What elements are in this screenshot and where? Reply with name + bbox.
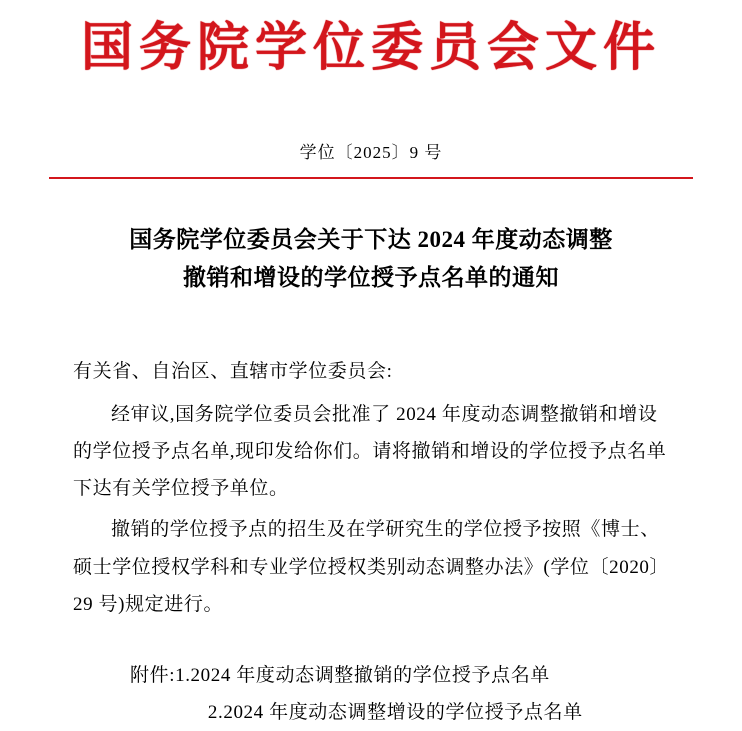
- salutation: 有关省、自治区、直辖市学位委员会:: [73, 361, 393, 383]
- attachment-list: [73, 657, 669, 731]
- attachment-item-2: 2.2024 年度动态调整增设的学位授予点名单: [207, 701, 583, 723]
- document-title: [91, 221, 651, 297]
- attachment-label: 附件:: [130, 664, 176, 686]
- attachment-item-1: 1.2024 年度动态调整撤销的学位授予点名单: [175, 664, 550, 686]
- document-number: 学位〔2025〕9 号: [299, 143, 443, 163]
- attachment-line-1: [73, 657, 669, 694]
- red-divider-rule: [49, 177, 693, 179]
- body-paragraph-2: 撤销的学位授予点的招生及在学研究生的学位授予按照《博士、硕士学位授权学科和专业学位授权类别动态调整办法》(学位〔2020〕29 号)规定进行。: [73, 519, 660, 615]
- document-page: [0, 18, 742, 721]
- document-body: [73, 353, 669, 622]
- document-masthead: 国务院学位委员会文件: [80, 20, 661, 77]
- body-paragraph-1: 经审议,国务院学位委员会批准了 2024 年度动态调整撤销和增设的学位授予点名单,现印发给你们。请将撤销和增设的学位授予点名单下达有关学位授予单位。: [73, 404, 667, 500]
- document-title-line-1: 国务院学位委员会关于下达 2024 年度动态调整: [129, 227, 613, 253]
- document-title-line-2: 撤销和增设的学位授予点名单的通知: [183, 265, 559, 291]
